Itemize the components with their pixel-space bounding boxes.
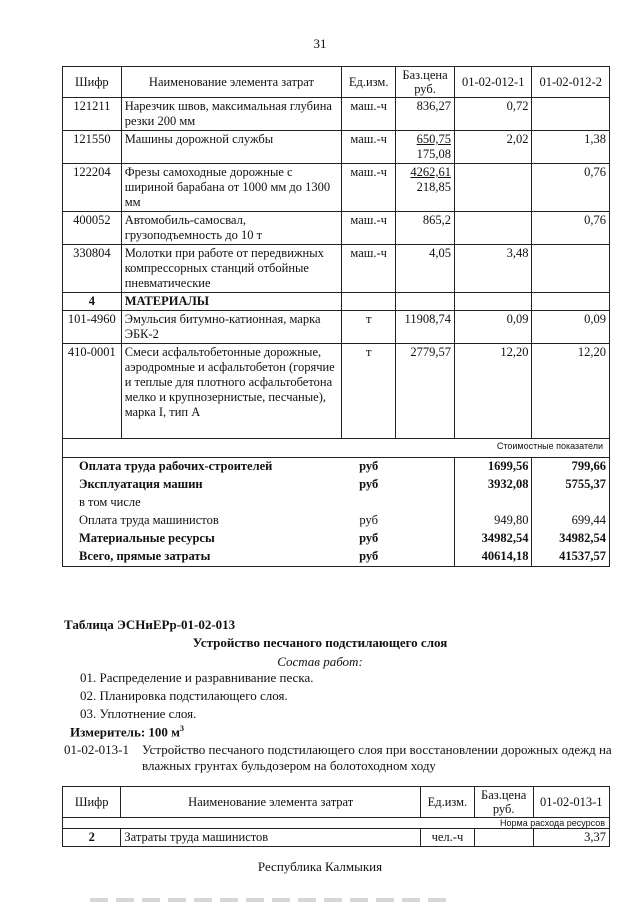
table-row [63,344,610,439]
summary-label: Всего, прямые затраты [63,548,342,567]
section-code: 4 [63,293,122,311]
row-name: Фрезы самоходные дорожные с шириной барабана от 1000 мм до 1300 мм [121,164,342,212]
row-code: 122204 [63,164,122,212]
header-variant-1: 01-02-013-1 [533,787,609,818]
row-price: 865,2 [396,212,455,245]
header-unit: Ед.изм. [342,67,396,98]
summary-unit: руб [342,548,396,567]
header-variant-1: 01-02-012-1 [454,67,532,98]
row-price [474,829,533,847]
table-header-row [63,787,610,818]
row-name: Эмульсия битумно-катионная, марка ЭБК-2 [121,311,342,344]
cut-off-text-line [90,898,450,902]
summary-label: в том числе [63,494,342,512]
row-code: 121211 [63,98,122,131]
composition-title: Состав работ: [277,654,363,669]
summary-label: Материальные ресурсы [63,530,342,548]
row-value-2: 1,38 [532,131,610,164]
row-price: 11908,74 [396,311,455,344]
header-code: Шифр [63,67,122,98]
row-code: 400052 [63,212,122,245]
summary-value-1 [454,494,532,512]
table-title: Таблица ЭСНиЕРр-01-02-013 [64,617,236,632]
row-value-1 [454,212,532,245]
row-name: Затраты труда машинистов [121,829,421,847]
header-variant-2: 01-02-012-2 [532,67,610,98]
row-price: 4,05 [396,245,455,293]
summary-unit: руб [359,531,379,545]
summary-unit: руб [359,513,378,527]
row-code: 121550 [63,131,122,164]
row-unit: маш.-ч [342,212,396,245]
cost-indicators-label: Стоимостные показатели [63,439,610,458]
row-code: 410-0001 [63,344,122,439]
table-row [63,212,610,245]
header-unit: Ед.изм. [421,787,475,818]
summary-row [63,530,610,548]
work-item: 01. Распределение и разравнивание песка. [80,670,314,685]
summary-row [63,512,610,530]
row-value-2 [532,98,610,131]
table-row [63,829,610,847]
work-item: 02. Планировка подстилающего слоя. [80,688,288,703]
row-value-1: 3,48 [454,245,532,293]
summary-value-1: 949,80 [454,512,532,530]
table-row [63,311,610,344]
section-subtitle: Устройство песчаного подстилающего слоя [192,635,448,650]
summary-value-2: 799,66 [532,458,610,477]
page-footer: Республика Калмыкия [257,859,383,874]
row-value-2: 12,20 [532,344,610,439]
row-price: 650,75 175,08 [396,131,455,164]
row-value-2 [532,245,610,293]
table-row [63,245,610,293]
row-price: 4262,61 218,85 [396,164,455,212]
header-price: Баз.цена руб. [396,67,455,98]
summary-row [63,476,610,494]
header-name: Наименование элемента затрат [121,787,421,818]
table-row [63,164,610,212]
row-value-2: 0,76 [532,164,610,212]
row-name: Смеси асфальтобетонные дорожные, аэродромные и асфальтобетон (горячие и теплые для плотного асфальтобетона мелко и крупнозернистые, песчаные), марка I, тип А [121,344,342,439]
page-number: 31 [313,36,327,51]
summary-value-2: 41537,57 [532,548,610,567]
row-price: 836,27 [396,98,455,131]
row-value-2: 0,76 [532,212,610,245]
row-code: 330804 [63,245,122,293]
summary-label: Эксплуатация машин [63,476,342,494]
row-unit: т [342,344,396,439]
row-value-1 [454,164,532,212]
header-code: Шифр [63,787,121,818]
row-price: 2779,57 [396,344,455,439]
measure-unit: Измеритель: 100 $м^3$ [70,724,185,740]
row-unit: т [342,311,396,344]
summary-value-1: 1699,56 [454,458,532,477]
section-row-materials [63,293,610,311]
row-name: Машины дорожной службы [121,131,342,164]
row-name: Нарезчик швов, максимальная глубина резки 200 мм [121,98,342,131]
row-value-1: 0,72 [454,98,532,131]
row-unit: маш.-ч [342,245,396,293]
row-code: 2 [63,829,121,847]
summary-row [63,548,610,567]
row-unit: маш.-ч [342,164,396,212]
summary-unit [342,494,396,512]
summary-unit: руб [359,459,379,473]
section-name: МАТЕРИАЛЫ [121,293,342,311]
variant-description [64,742,616,774]
summary-label: Оплата труда рабочих-строителей [63,458,342,477]
summary-row [63,494,610,512]
header-price: Баз.цена руб. [474,787,533,818]
table-header-row [63,67,610,98]
norm-header-row [63,818,610,829]
summary-row [63,458,610,477]
resource-table-01-02-012 [62,66,610,567]
variant-text: Устройство песчаного подстилающего слоя при восстановлении дорожных одежд на влажных грунтах бульдозером на болотоходном ходу [142,742,612,773]
resource-table-01-02-013 [62,786,610,847]
row-name: Молотки при работе от передвижных компрессорных станций отбойные пневматические [121,245,342,293]
variant-code: 01-02-013-1 [64,742,129,757]
summary-value-2: 5755,37 [532,476,610,494]
row-value-2: 0,09 [532,311,610,344]
row-name: Автомобиль-самосвал, грузоподъемность до 10 т [121,212,342,245]
row-unit: маш.-ч [342,98,396,131]
summary-value-2: 699,44 [532,512,610,530]
summary-value-2 [532,494,610,512]
row-unit: маш.-ч [342,131,396,164]
cost-indicators-header-row [63,439,610,458]
summary-unit: руб [359,477,379,491]
summary-value-1: 3932,08 [454,476,532,494]
summary-value-1: 34982,54 [454,530,532,548]
row-value-1: 12,20 [454,344,532,439]
summary-value-2: 34982,54 [532,530,610,548]
table-row [63,131,610,164]
work-item: 03. Уплотнение слоя. [80,706,197,721]
row-code: 101-4960 [63,311,122,344]
row-value-1: 0,09 [454,311,532,344]
row-value-1: 2,02 [454,131,532,164]
norm-header-label: Норма расхода ресурсов [474,818,609,829]
summary-label: Оплата труда машинистов [63,512,342,530]
header-name: Наименование элемента затрат [121,67,342,98]
table-row [63,98,610,131]
summary-value-1: 40614,18 [454,548,532,567]
row-value-1: 3,37 [533,829,609,847]
row-unit: чел.-ч [421,829,475,847]
